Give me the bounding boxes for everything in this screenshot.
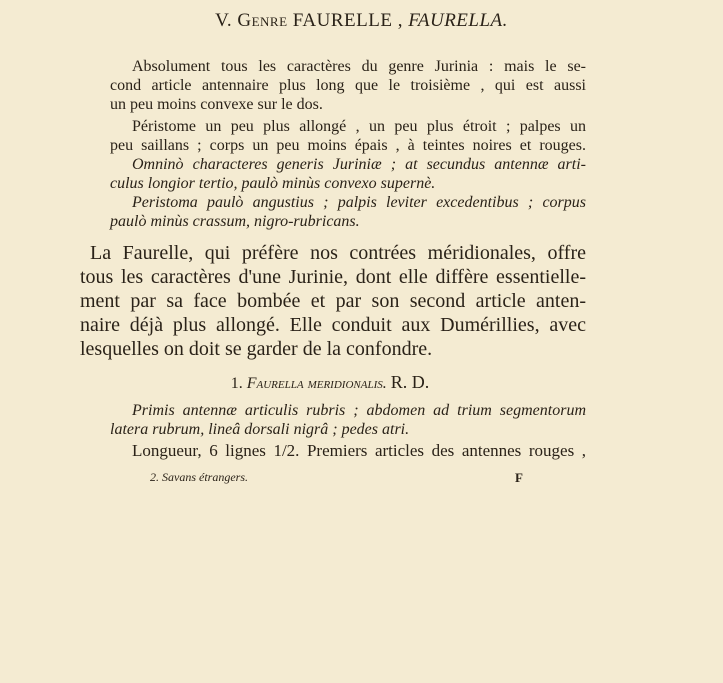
species-latin-line: Primis antennæ articulis rubris ; abdomen ad trium segmentorum <box>132 402 586 419</box>
latin1-line: culus longior tertio, paulò minùs convexo supernè. <box>110 175 436 192</box>
body-line: tous les caractères d'une Jurinie, dont elle diffère essentielle- <box>80 266 586 288</box>
para2-line: Péristome un peu plus allongé , un peu plus étroit ; palpes un <box>132 118 586 135</box>
body-line: naire déjà plus allongé. Elle conduit aux Dumérillies, avec <box>80 314 586 336</box>
species-name: Faurella meridionalis. <box>246 375 387 392</box>
title-latin: FAURELLA. <box>408 10 508 31</box>
species-latin-line: latera rubrum, lineâ dorsali nigrâ ; pedes atri. <box>110 421 410 438</box>
title-genre: V. Genre FAURELLE , <box>215 10 403 31</box>
para1-line: Absolument tous les caractères du genre Jurinia : mais le se- <box>132 58 586 75</box>
species-description: Longueur, 6 lignes 1/2. Premiers articles des antennes rouges , <box>132 441 586 460</box>
para1-line: un peu moins convexe sur le dos. <box>110 96 323 113</box>
body-line: ment par sa face bombée et par son second article anten- <box>80 290 586 312</box>
species-number: 1. <box>230 375 243 392</box>
para1-line: cond article antennaire plus long que le troisième , qui est aussi <box>110 77 586 94</box>
footer-signature-note: 2. Savans étrangers. <box>150 470 248 484</box>
body-line: lesquelles on doit se garder de la confondre. <box>80 338 433 360</box>
latin1-line: Omninò characteres generis Juriniæ ; at secundus antennæ arti- <box>132 156 586 173</box>
page-title <box>0 10 723 32</box>
para2-line: peu saillans ; corps un peu moins épais , à teintes noires et rouges. <box>110 137 586 154</box>
species-author: R. D. <box>390 372 430 392</box>
latin2-line: Peristoma paulò angustius ; palpis leviter excedentibus ; corpus <box>132 194 586 211</box>
footer-signature-mark: F <box>515 470 523 485</box>
latin2-line: paulò minùs crassum, nigro-rubricans. <box>110 213 360 230</box>
body-line: La Faurelle, qui préfère nos contrées méridionales, offre <box>90 242 586 264</box>
species-heading <box>0 372 660 393</box>
